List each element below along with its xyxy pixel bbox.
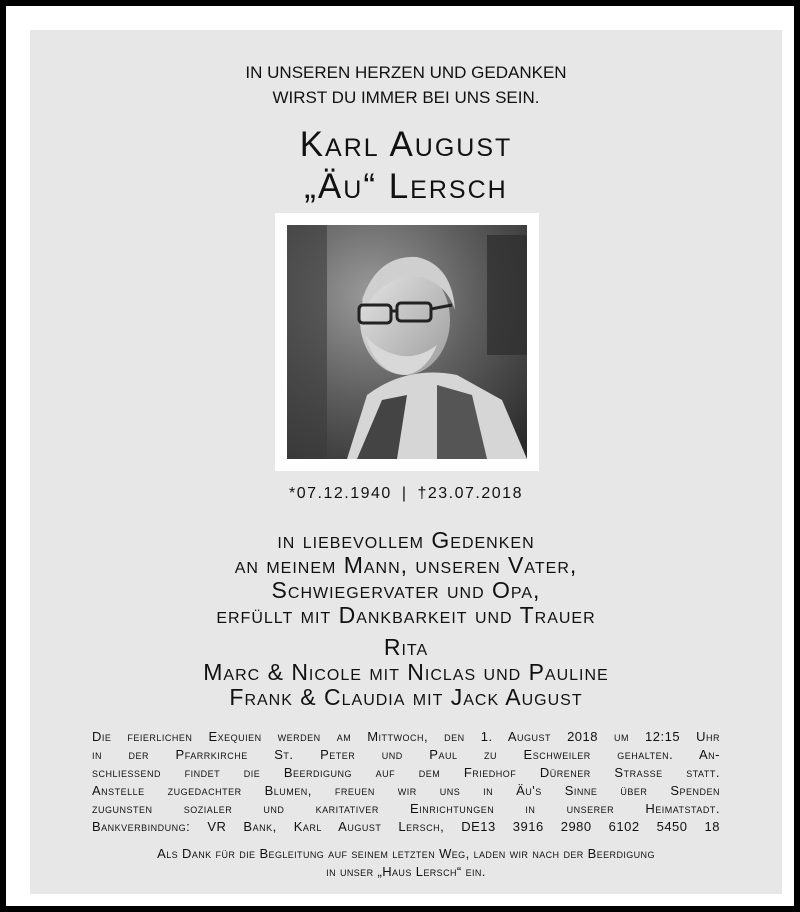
funeral-info	[92, 728, 720, 836]
info-line: Bankverbindung: VR Bank, Karl August Lersch, DE13 3916 2980 6102 5450 18	[92, 819, 720, 834]
portrait-frame	[275, 213, 539, 471]
memorial-line: an meinem Mann, unseren Vater,	[234, 552, 578, 578]
info-line: Die feierlichen Exequien werden am Mittwoch, den 1. August 2018 um 12:15 Uhr	[92, 729, 720, 744]
thanks-note	[80, 845, 732, 881]
obituary-card	[30, 30, 782, 894]
death-date: †23.07.2018	[417, 485, 523, 502]
intro-verse	[30, 60, 782, 110]
info-line: in der Pfarrkirche St. Peter und Paul zu Eschweiler gehalten. An-	[92, 747, 720, 762]
memorial-line: erfüllt mit Dankbarkeit und Trauer	[216, 602, 596, 628]
deceased-name	[30, 124, 782, 208]
memorial-line: in liebevollem Gedenken	[277, 527, 535, 553]
date-separator: |	[401, 485, 408, 502]
portrait-photo	[287, 225, 527, 459]
thanks-line-2: in unser „Haus Lersch“ ein.	[326, 864, 486, 879]
birth-date: *07.12.1940	[289, 485, 392, 502]
intro-line-1: IN UNSEREN HERZEN UND GEDANKEN	[245, 63, 567, 82]
family-line: Rita	[383, 634, 429, 660]
life-dates	[30, 485, 782, 503]
portrait-illustration	[287, 225, 527, 459]
family-names	[30, 635, 782, 710]
page-border	[6, 6, 794, 906]
name-line-2: „Äu“ Lersch	[304, 167, 508, 206]
family-line: Marc & Nicole mit Niclas und Pauline	[203, 659, 609, 685]
family-line: Frank & Claudia mit Jack August	[229, 684, 583, 710]
memorial-text	[30, 528, 782, 628]
info-line: zugunsten sozialer und karitativer Einrichtungen in unserer Heimatstadt.	[92, 801, 720, 816]
memorial-line: Schwiegervater und Opa,	[271, 577, 541, 603]
thanks-line-1: Als Dank für die Begleitung auf seinem letzten Weg, laden wir nach der Beerdigung	[157, 846, 655, 861]
info-line: schliessend findet die Beerdigung auf dem Friedhof Dürener Strasse statt.	[92, 765, 720, 780]
name-line-1: Karl August	[299, 125, 513, 164]
intro-line-2: WIRST DU IMMER BEI UNS SEIN.	[272, 88, 540, 107]
info-line: Anstelle zugedachter Blumen, freuen wir uns in Äu's Sinne über Spenden	[92, 783, 720, 798]
